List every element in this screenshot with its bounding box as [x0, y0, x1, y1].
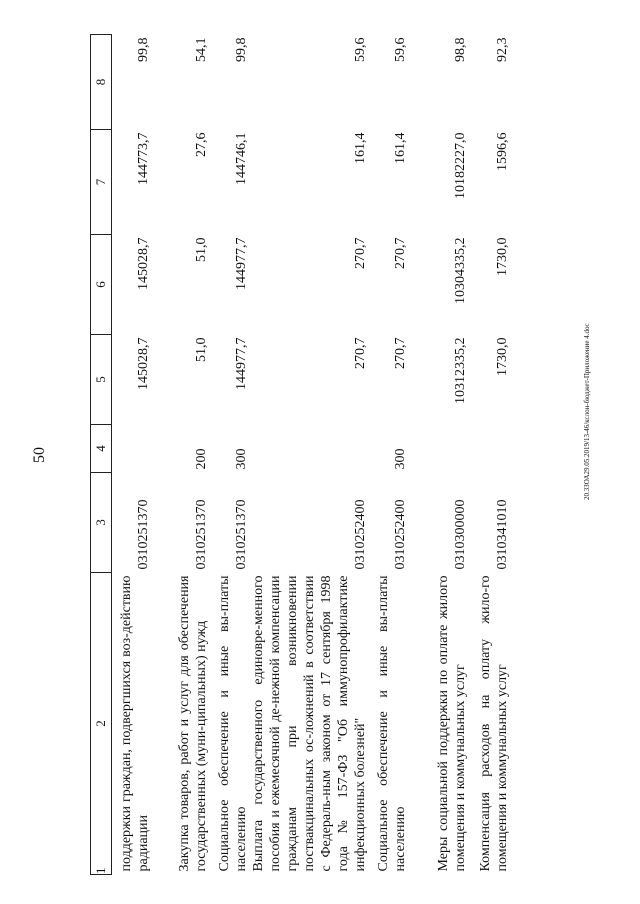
- column-header: 8: [91, 35, 112, 130]
- cell-v7: 144773,7: [135, 132, 151, 185]
- cell-code: 0310341010: [494, 499, 510, 570]
- cell-v6: 145028,7: [135, 237, 151, 290]
- cell-v8: 92,3: [494, 37, 510, 62]
- cell-type: 200: [193, 448, 209, 470]
- cell-type: [250, 425, 369, 473]
- cell-v8: 59,6: [392, 37, 408, 62]
- header-row: 1 2 3 4 5 6 7 8: [91, 35, 112, 875]
- cell-v5: 10312335,2: [452, 337, 468, 404]
- table-row: [250, 35, 369, 875]
- cell-name: Меры социальной поддержки по оплате жилого помещения и коммунальных услуг: [435, 575, 468, 872]
- cell-v5: 145028,7: [135, 337, 151, 390]
- cell-name: поддержки граждан, подвергшихся воз-действию радиации: [118, 575, 151, 872]
- cell-v8: 54,1: [193, 37, 209, 62]
- cell-code: 0310300000: [452, 499, 468, 570]
- cell-code: 0310251370: [135, 499, 151, 570]
- table-row: [369, 35, 409, 875]
- rotated-page: [90, 35, 555, 875]
- cell-name: Социальное обеспечение и иные вы-платы населению: [375, 575, 408, 872]
- cell-v8: 99,8: [135, 37, 151, 62]
- footer-file-path: 20.3ЗОА29.05.2019/13-46/кслон-бюджет-Приложение 4.doc: [583, 323, 591, 500]
- cell-v8: 59,6: [352, 37, 368, 62]
- cell-type: [469, 425, 511, 473]
- cell-v6: 51,0: [193, 237, 209, 262]
- cell-v6: 144977,7: [233, 237, 249, 290]
- table-row: [210, 35, 250, 875]
- cell-v5: 270,7: [352, 337, 368, 369]
- column-header: 5: [91, 335, 112, 425]
- table-row: [409, 35, 469, 875]
- cell-code: 0310252400: [392, 499, 408, 570]
- budget-table: [90, 34, 511, 875]
- cell-v8: 98,8: [452, 37, 468, 62]
- cell-type: 300: [233, 448, 249, 470]
- cell-v7: 27,6: [193, 132, 209, 157]
- cell-v6: 270,7: [392, 237, 408, 269]
- table-row: [152, 35, 210, 875]
- column-header: 3: [91, 473, 112, 573]
- cell-v5: 1730,0: [494, 337, 510, 376]
- page-number: 50: [31, 447, 48, 463]
- cell-name: Компенсация расходов на оплату жило-го помещения и коммунальных услуг: [477, 575, 510, 872]
- cell-code: 0310251370: [193, 499, 209, 570]
- table-row: [469, 35, 511, 875]
- cell-type: [409, 425, 469, 473]
- column-header: 7: [91, 130, 112, 235]
- cell-code: 0310252400: [352, 499, 368, 570]
- cell-name: Закупка товаров, работ и услуг для обеспечения государственных (муни-ципальных) нужд: [176, 575, 209, 872]
- cell-v5: 270,7: [392, 337, 408, 369]
- table-body: [112, 35, 511, 875]
- table-row: [112, 35, 152, 875]
- cell-v5: 51,0: [193, 337, 209, 362]
- cell-v8: 99,8: [233, 37, 249, 62]
- cell-v7: 161,4: [352, 132, 368, 164]
- cell-code: 0310251370: [233, 499, 249, 570]
- column-header: 6: [91, 235, 112, 335]
- cell-type: [112, 425, 152, 473]
- cell-v7: 10182227,0: [452, 132, 468, 199]
- column-header: 2: [91, 573, 112, 875]
- cell-type: 300: [392, 448, 408, 470]
- cell-v7: 161,4: [392, 132, 408, 164]
- cell-v7: 1596,6: [494, 132, 510, 171]
- column-header: 4: [91, 425, 112, 473]
- cell-name: Выплата государственного единовре-менного пособия и ежемесячной де-нежной компенсации гражданам при возникновении поствакцинальных ос-ложнений в соответствии с Федераль-ным законом от 17 сентября 1998 года № 157-ФЗ "Об иммунопрофилактике инфекционных болезней": [250, 575, 368, 872]
- cell-v6: 1730,0: [494, 237, 510, 276]
- cell-v5: 144977,7: [233, 337, 249, 390]
- cell-v6: 270,7: [352, 237, 368, 269]
- cell-v7: 144746,1: [233, 132, 249, 185]
- cell-v6: 10304335,2: [452, 237, 468, 304]
- cell-name: Социальное обеспечение и иные вы-платы населению: [216, 575, 249, 872]
